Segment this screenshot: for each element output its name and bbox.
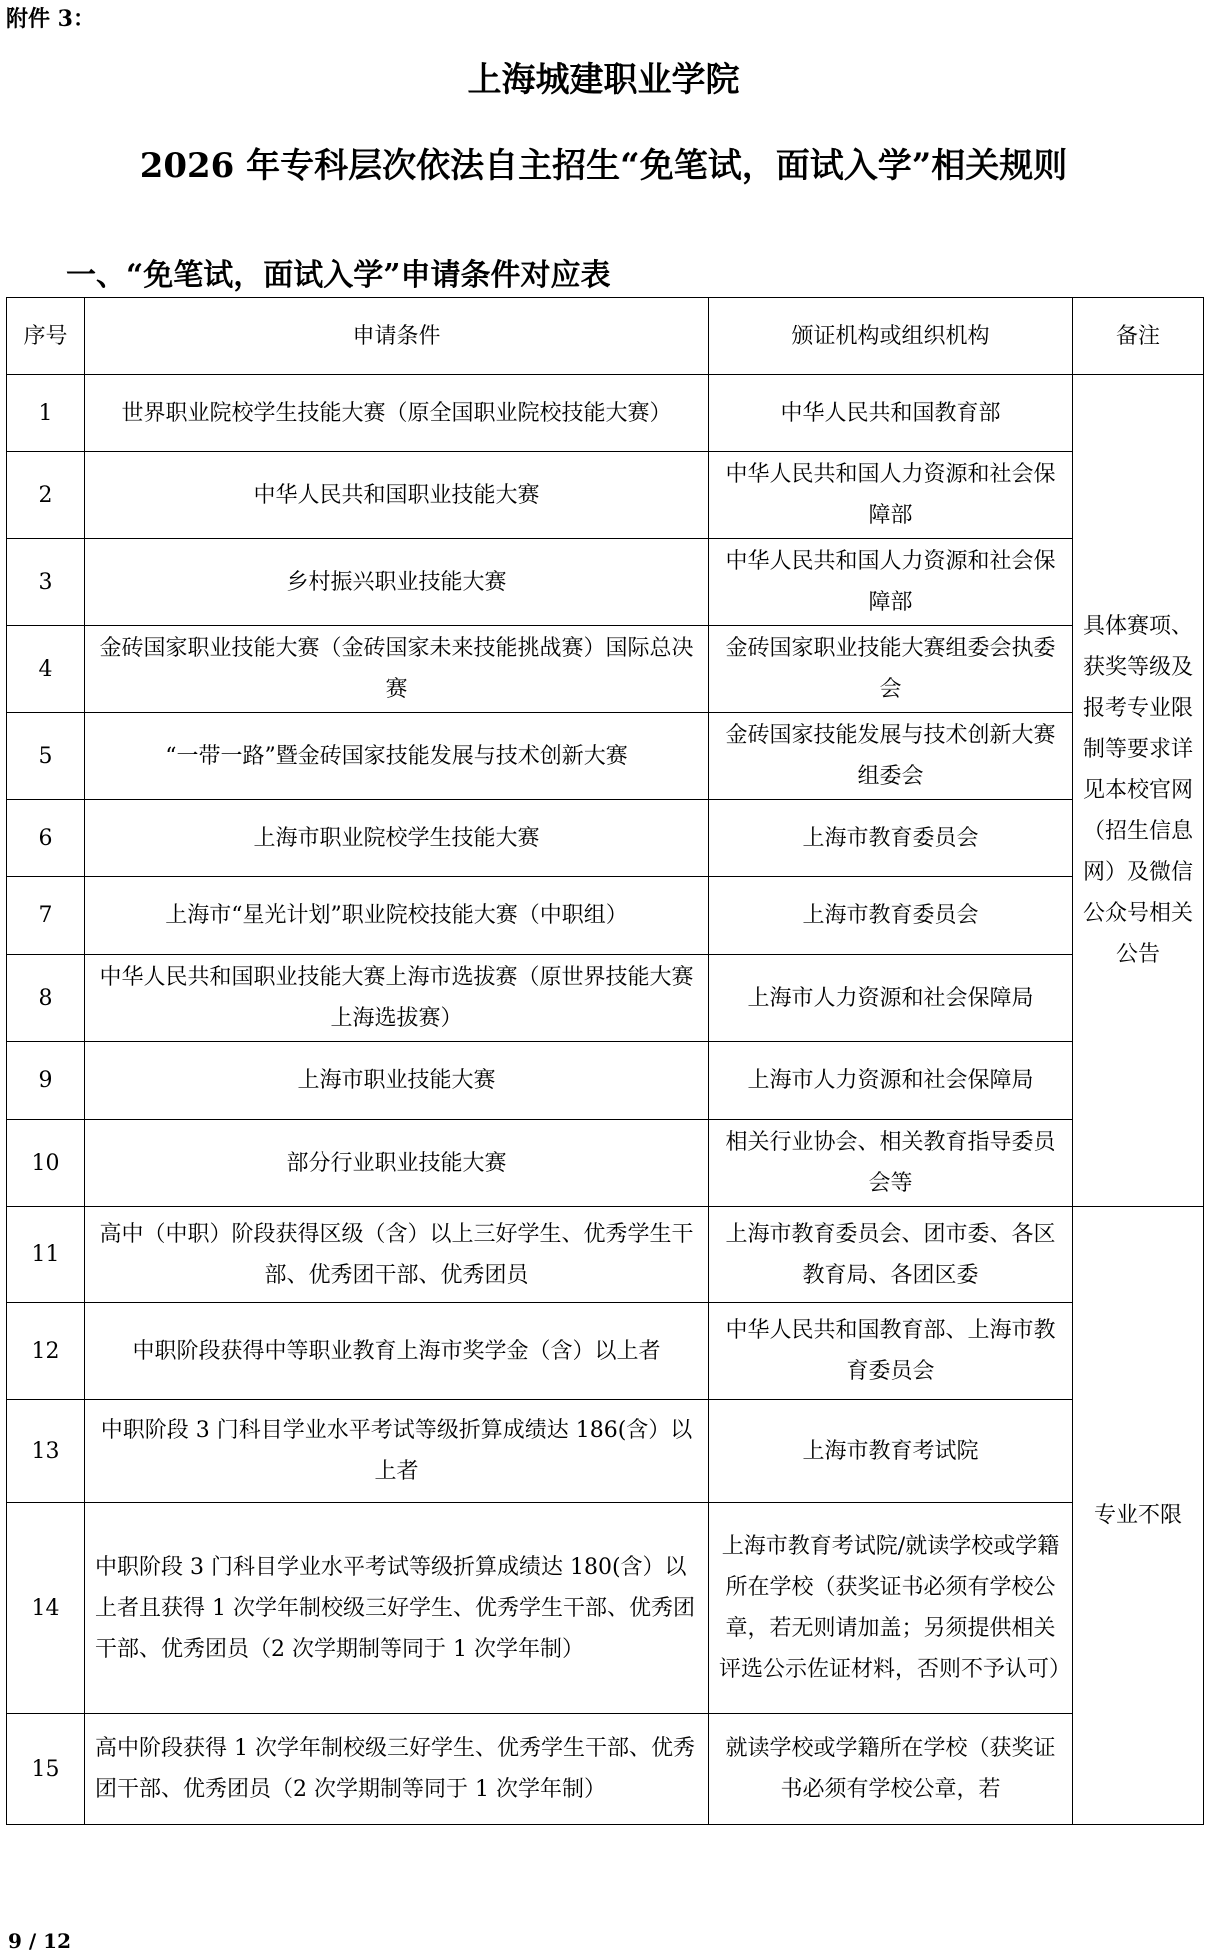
row-condition: 中职阶段 3 门科目学业水平考试等级折算成绩达 186(含）以上者 — [85, 1400, 709, 1503]
table-row — [7, 1120, 1204, 1207]
row-org: 中华人民共和国教育部、上海市教育委员会 — [709, 1303, 1073, 1400]
header-no: 序号 — [7, 298, 85, 375]
table-row — [7, 1400, 1204, 1503]
row-org: 上海市教育委员会、团市委、各区教育局、各团区委 — [709, 1207, 1073, 1303]
row-org: 上海市人力资源和社会保障局 — [709, 1042, 1073, 1120]
table-row — [7, 1042, 1204, 1120]
row-no: 3 — [7, 539, 85, 626]
row-no: 14 — [7, 1503, 85, 1714]
page-title: 上海城建职业学院 — [467, 60, 740, 100]
row-condition: 高中（中职）阶段获得区级（含）以上三好学生、优秀学生干部、优秀团干部、优秀团员 — [85, 1207, 709, 1303]
table-row — [7, 375, 1204, 452]
header-remark: 备注 — [1073, 298, 1204, 375]
row-org: 金砖国家职业技能大赛组委会执委会 — [709, 626, 1073, 713]
table-row — [7, 1207, 1204, 1303]
row-org: 中华人民共和国人力资源和社会保障部 — [709, 452, 1073, 539]
row-no: 5 — [7, 713, 85, 800]
row-org: 就读学校或学籍所在学校（获奖证书必须有学校公章，若 — [709, 1714, 1073, 1825]
row-org: 金砖国家技能发展与技术创新大赛组委会 — [709, 713, 1073, 800]
row-condition: 世界职业院校学生技能大赛（原全国职业院校技能大赛） — [85, 375, 709, 452]
row-condition: 中职阶段 3 门科目学业水平考试等级折算成绩达 180(含）以上者且获得 1 次学年制校级三好学生、优秀学生干部、优秀团干部、优秀团员（2 次学期制等同于 1 次学年制） — [85, 1503, 709, 1714]
remark-competitions: 具体赛项、获奖等级及报考专业限制等要求详见本校官网（招生信息网）及微信公众号相关公告 — [1073, 375, 1204, 1207]
row-condition: 中华人民共和国职业技能大赛 — [85, 452, 709, 539]
row-no: 12 — [7, 1303, 85, 1400]
table-row — [7, 1714, 1204, 1825]
row-org: 上海市教育委员会 — [709, 877, 1073, 955]
row-condition: 中华人民共和国职业技能大赛上海市选拔赛（原世界技能大赛上海选拔赛） — [85, 955, 709, 1042]
table-header-row — [7, 298, 1204, 375]
table-row — [7, 1503, 1204, 1714]
row-no: 8 — [7, 955, 85, 1042]
row-condition: 上海市“星光计划”职业院校技能大赛（中职组） — [85, 877, 709, 955]
row-condition: “一带一路”暨金砖国家技能发展与技术创新大赛 — [85, 713, 709, 800]
row-org: 上海市人力资源和社会保障局 — [709, 955, 1073, 1042]
table-row — [7, 800, 1204, 877]
table-row — [7, 713, 1204, 800]
row-org: 相关行业协会、相关教育指导委员会等 — [709, 1120, 1073, 1207]
table-row — [7, 452, 1204, 539]
table-row — [7, 955, 1204, 1042]
row-no: 11 — [7, 1207, 85, 1303]
row-org: 上海市教育考试院 — [709, 1400, 1073, 1503]
row-org: 中华人民共和国人力资源和社会保障部 — [709, 539, 1073, 626]
attachment-label: 附件 3： — [6, 6, 95, 32]
row-condition: 中职阶段获得中等职业教育上海市奖学金（含）以上者 — [85, 1303, 709, 1400]
header-org: 颁证机构或组织机构 — [709, 298, 1073, 375]
row-no: 1 — [7, 375, 85, 452]
row-condition: 乡村振兴职业技能大赛 — [85, 539, 709, 626]
page-subtitle: 2026 年专科层次依法自主招生“免笔试，面试入学”相关规则 — [139, 146, 1068, 186]
row-no: 13 — [7, 1400, 85, 1503]
header-condition: 申请条件 — [85, 298, 709, 375]
row-org: 上海市教育委员会 — [709, 800, 1073, 877]
row-condition: 高中阶段获得 1 次学年制校级三好学生、优秀学生干部、优秀团干部、优秀团员（2 次学期制等同于 1 次学年制） — [85, 1714, 709, 1825]
row-no: 2 — [7, 452, 85, 539]
row-condition: 上海市职业技能大赛 — [85, 1042, 709, 1120]
row-no: 6 — [7, 800, 85, 877]
row-org: 上海市教育考试院/就读学校或学籍所在学校（获奖证书必须有学校公章，若无则请加盖；另须提供相关评选公示佐证材料，否则不予认可） — [709, 1503, 1073, 1714]
table-row — [7, 626, 1204, 713]
row-condition: 部分行业职业技能大赛 — [85, 1120, 709, 1207]
table-row — [7, 539, 1204, 626]
conditions-table — [6, 297, 1204, 1825]
row-condition: 金砖国家职业技能大赛（金砖国家未来技能挑战赛）国际总决赛 — [85, 626, 709, 713]
table-row — [7, 877, 1204, 955]
row-org: 中华人民共和国教育部 — [709, 375, 1073, 452]
row-no: 4 — [7, 626, 85, 713]
page-indicator: 9 / 12 — [8, 1929, 71, 1953]
table-row — [7, 1303, 1204, 1400]
row-no: 9 — [7, 1042, 85, 1120]
remark-no-restriction: 专业不限 — [1073, 1207, 1204, 1825]
row-condition: 上海市职业院校学生技能大赛 — [85, 800, 709, 877]
section-heading: 一、“免笔试，面试入学”申请条件对应表 — [66, 258, 611, 293]
row-no: 15 — [7, 1714, 85, 1825]
row-no: 7 — [7, 877, 85, 955]
row-no: 10 — [7, 1120, 85, 1207]
